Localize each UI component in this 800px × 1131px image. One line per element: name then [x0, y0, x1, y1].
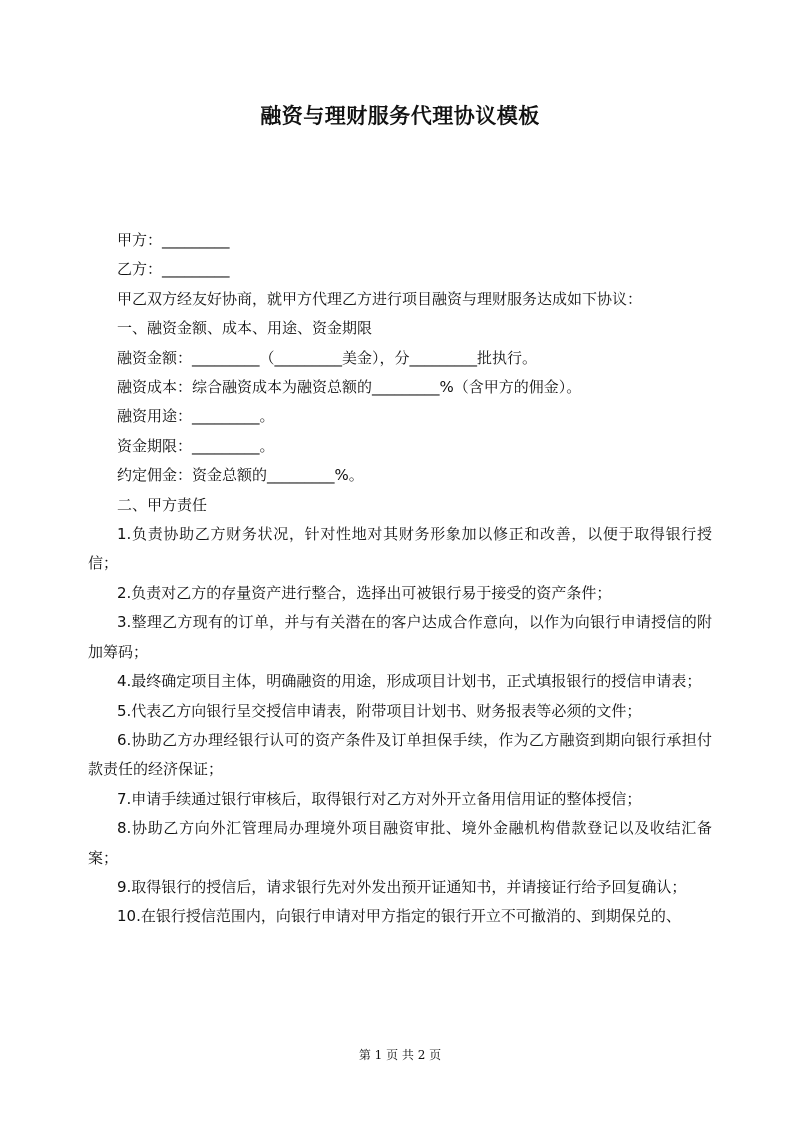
clause-7: 7.申请手续通过银行审核后，取得银行对乙方对外开立备用信用证的整体授信； — [117, 789, 642, 808]
clause-4: 4.最终确定项目主体，明确融资的用途，形成项目计划书，正式填报银行的授信申请表； — [117, 672, 702, 691]
clause-6: 6.协助乙方办理经银行认可的资产条件及订单担保手续，作为乙方融资到期向银行承担付款责任的经济保证； — [88, 730, 712, 779]
clause-2: 2.负责对乙方的存量资产进行整合，选择出可被银行易于接受的资产条件； — [117, 583, 612, 602]
financing-cost-line: 融资成本：综合融资成本为融资总额的_________%（含甲方的佣金）。 — [117, 378, 582, 397]
section-heading-2: 二、甲方责任 — [117, 495, 208, 514]
clause-8: 8.协助乙方向外汇管理局办理境外项目融资审批、境外金融机构借款登记以及收结汇备案； — [88, 819, 712, 867]
clause-9: 9.取得银行的授信后，请求银行先对外发出预开证通知书，并请接证行给予回复确认； — [117, 877, 687, 896]
clause-5: 5.代表乙方向银行呈交授信申请表，附带项目计划书、财务报表等必须的文件； — [117, 701, 642, 720]
financing-amount-line: 融资金额：_________（_________美金），分_________批执行。 — [117, 348, 538, 367]
party-b-line: 乙方：_________ — [117, 260, 230, 279]
intro-paragraph: 甲乙双方经友好协商，就甲方代理乙方进行项目融资与理财服务达成如下协议： — [117, 289, 643, 308]
commission-line: 约定佣金：资金总额的_________%。 — [117, 466, 364, 485]
clause-1: 1.负责协助乙方财务状况，针对性地对其财务形象加以修正和改善，以便于取得银行授信； — [88, 525, 712, 573]
section-heading-1: 一、融资金额、成本、用途、资金期限 — [117, 319, 373, 338]
funding-term-line: 资金期限：_________。 — [117, 436, 275, 455]
party-a-line: 甲方：_________ — [117, 231, 230, 249]
clause-3: 3.整理乙方现有的订单，并与有关潜在的客户达成合作意向，以作为向银行申请授信的附加筹码； — [88, 613, 712, 661]
document-body — [88, 226, 712, 932]
financing-purpose-line: 融资用途：_________。 — [117, 407, 275, 426]
document-title: 融资与理财服务代理协议模板 — [260, 104, 540, 128]
clause-10: 10.在银行授信范围内，向银行申请对甲方指定的银行开立不可撤消的、到期保兑的、 — [117, 907, 681, 926]
page-footer: 第 1 页 共 2 页 — [358, 1048, 442, 1062]
